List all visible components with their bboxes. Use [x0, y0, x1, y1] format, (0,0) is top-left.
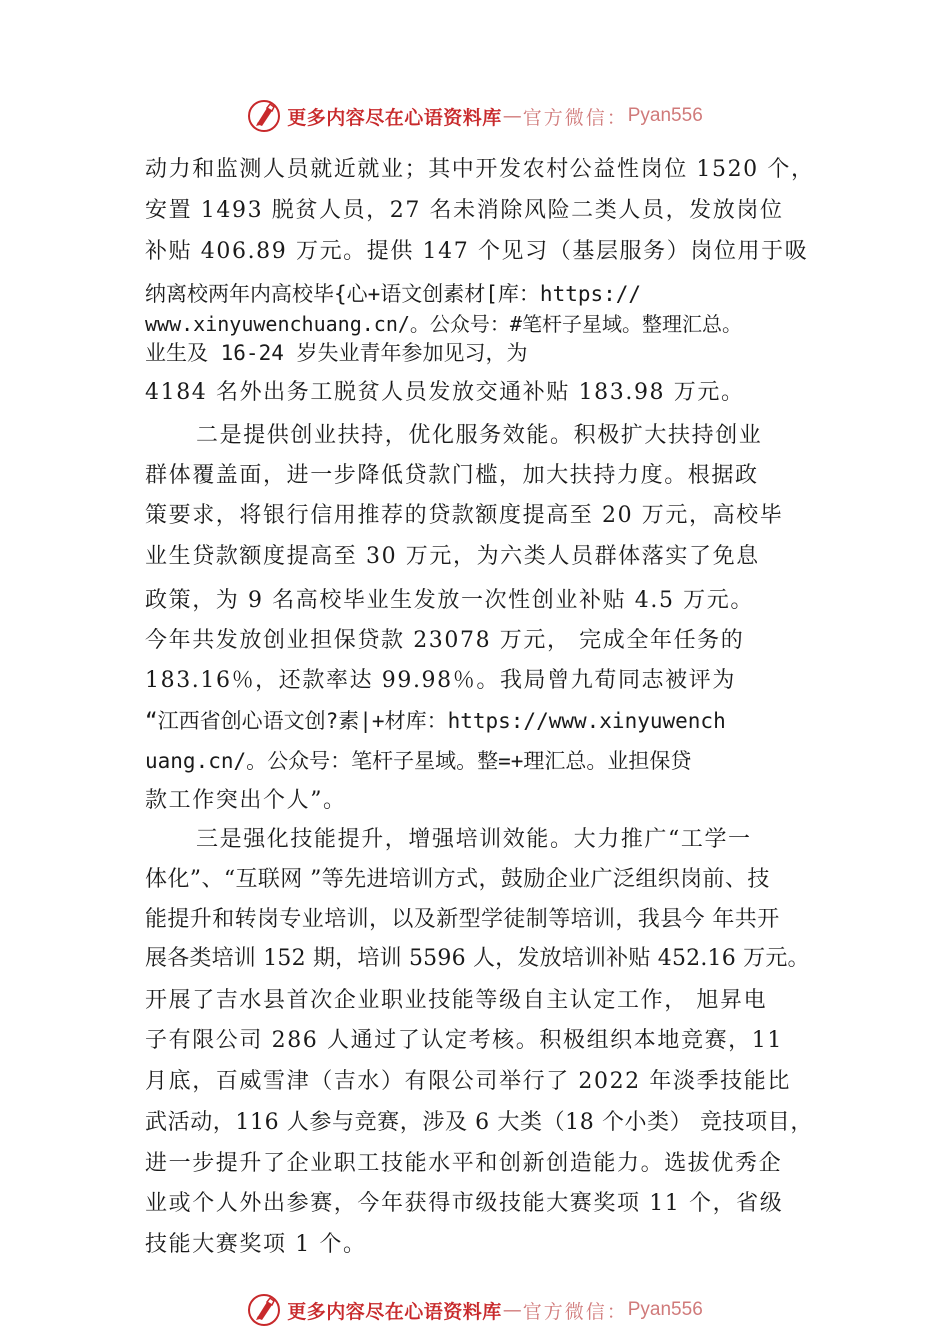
text-line: 群体覆盖面，进一步降低贷款门槛，加大扶持力度。根据政 — [145, 463, 759, 488]
header-banner — [0, 96, 950, 136]
text-line: 开展了吉水县首次企业职业技能等级自主认定工作， 旭昇电 — [145, 988, 768, 1013]
text-line: “江西省创心语文创?素|+材库：https://www.xinyuwench — [145, 709, 726, 733]
text-line: 4184 名外出务工脱贫人员发放交通补贴 183.98 万元。 — [145, 380, 745, 405]
wechat-label: 官方微信： — [522, 1300, 628, 1323]
text-line: 183.16％，还款率达 99.98％。我局曾九荀同志被评为 — [145, 668, 736, 693]
footer-banner — [0, 1290, 950, 1330]
paragraph-first-line: 三是强化技能提升，增强培训效能。大力推广“工学一 — [196, 827, 752, 852]
wechat-id: Pyan556 — [627, 105, 703, 126]
text-line: 动力和监测人员就近就业；其中开发农村公益性岗位 1520 个， — [145, 157, 815, 182]
pen-nib-logo-icon — [247, 99, 281, 133]
pen-nib-logo-icon — [247, 1293, 281, 1327]
text-line: 业生及 16-24 岁失业青年参加见习，为 — [145, 341, 528, 365]
wechat-label: 官方微信： — [522, 106, 628, 129]
text-line: 纳离校两年内高校毕{心+语文创素材[库：https:// — [145, 282, 642, 306]
banner-separator: — — [502, 1299, 522, 1321]
text-line: 策要求，将银行信用推荐的贷款额度提高至 20 万元，高校毕 — [145, 503, 784, 528]
text-line: 能提升和转岗专业培训，以及新型学徒制等培训，我县今 年共开 — [145, 907, 780, 932]
text-line: 补贴 406.89 万元。提供 147 个见习（基层服务）岗位用于吸 — [145, 239, 809, 264]
text-line: 体化”、“互联网 ”等先进培训方式，鼓励企业广泛组织岗前、技 — [145, 867, 770, 892]
text-line: 款工作突出个人”。 — [145, 788, 347, 813]
text-line: 进一步提升了企业职工技能水平和创新创造能力。选拔优秀企 — [145, 1151, 783, 1176]
text-line: uang.cn/。公众号：笔杆子星域。整=+理汇总。业担保贷 — [145, 749, 692, 773]
text-line: 技能大赛奖项 1 个。 — [145, 1232, 367, 1257]
text-line: 子有限公司 286 人通过了认定考核。积极组织本地竞赛，11 — [145, 1028, 783, 1053]
text-line: 今年共发放创业担保贷款 23078 万元， 完成全年任务的 — [145, 628, 745, 653]
brand-text: 更多内容尽在心语资料库 — [287, 1300, 502, 1323]
text-line: 业生贷款额度提高至 30 万元，为六类人员群体落实了免息 — [145, 544, 760, 569]
text-line: 政策，为 9 名高校毕业生发放一次性创业补贴 4.5 万元。 — [145, 588, 754, 613]
paragraph-first-line: 二是提供创业扶持，优化服务效能。积极扩大扶持创业 — [196, 423, 763, 448]
banner-separator: — — [502, 105, 522, 127]
text-line: www.xinyuwenchuang.cn/。公众号：#笔杆子星域。整理汇总。 — [145, 312, 742, 336]
text-line: 安置 1493 脱贫人员，27 名未消除风险二类人员，发放岗位 — [145, 198, 784, 223]
brand-text: 更多内容尽在心语资料库 — [287, 106, 502, 129]
text-line: 展各类培训 152 期，培训 5596 人，发放培训补贴 452.16 万元。 — [145, 946, 810, 971]
wechat-id: Pyan556 — [627, 1299, 703, 1320]
text-line: 业或个人外出参赛，今年获得市级技能大赛奖项 11 个，省级 — [145, 1191, 784, 1216]
text-line: 月底，百威雪津（吉水）有限公司举行了 2022 年淡季技能比 — [145, 1069, 791, 1094]
text-line: 武活动，116 人参与竞赛，涉及 6 大类（18 个小类） 竞技项目， — [145, 1110, 813, 1135]
